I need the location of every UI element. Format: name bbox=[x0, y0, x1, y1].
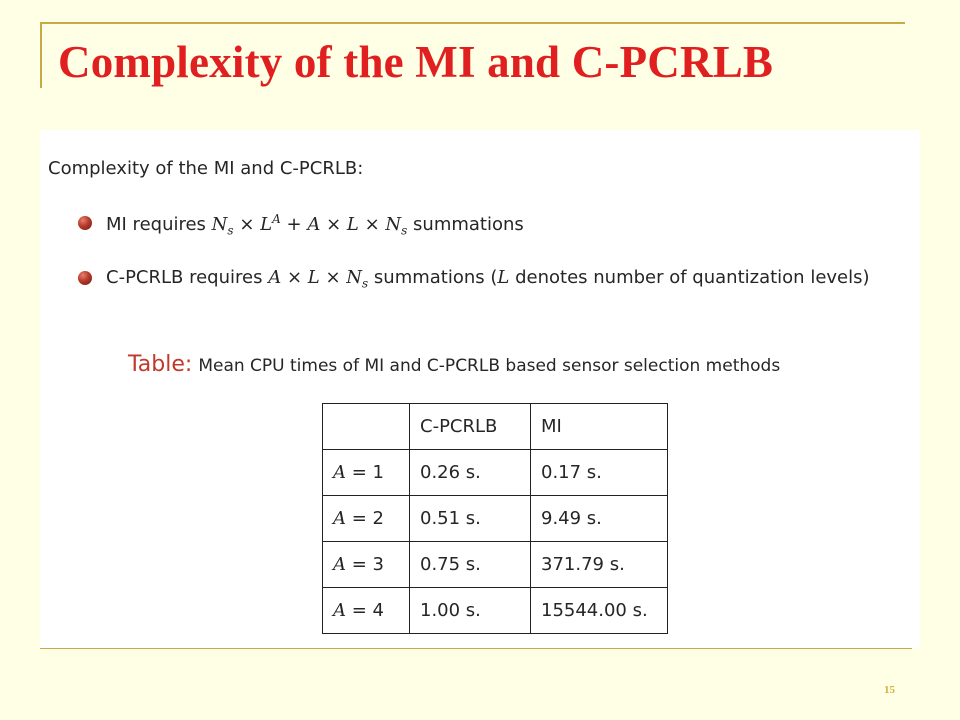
page-number: 15 bbox=[884, 684, 895, 696]
formula-mi: $N_s \times L^A + A \times L \times N_s$ bbox=[211, 212, 408, 238]
table-header-row bbox=[323, 404, 668, 450]
bottom-rule bbox=[40, 648, 912, 649]
cpcrlb-time: 0.51 s. bbox=[410, 496, 531, 542]
row-label: A = 3 bbox=[323, 542, 410, 588]
left-rule bbox=[40, 22, 42, 88]
header-cpcrlb: C-PCRLB bbox=[410, 404, 531, 450]
table-row bbox=[323, 496, 668, 542]
cpu-time-table bbox=[322, 403, 668, 634]
bullet-icon bbox=[78, 271, 92, 285]
top-rule bbox=[40, 22, 905, 24]
table-row bbox=[323, 450, 668, 496]
row-label: A = 4 bbox=[323, 588, 410, 634]
intro-text: Complexity of the MI and C-PCRLB: bbox=[48, 158, 364, 179]
bullet-cpcrlb-text: C-PCRLB requires $A \times L \times N_s$ summations (L denotes number of quantization levels) bbox=[106, 267, 870, 291]
mi-time: 15544.00 s. bbox=[531, 588, 668, 634]
content-panel bbox=[40, 130, 920, 648]
mi-time: 9.49 s. bbox=[531, 496, 668, 542]
caption-label: Table: bbox=[128, 352, 193, 377]
header-mi: MI bbox=[531, 404, 668, 450]
mi-time: 0.17 s. bbox=[531, 450, 668, 496]
bullet-mi-text: MI requires $N_s \times L^A + A \times L \times N_s$ summations bbox=[106, 212, 524, 238]
table-caption bbox=[128, 352, 780, 377]
slide-title: Complexity of the MI and C-PCRLB bbox=[58, 37, 774, 87]
row-label: A = 2 bbox=[323, 496, 410, 542]
table-row bbox=[323, 542, 668, 588]
table-row bbox=[323, 588, 668, 634]
caption-text: Mean CPU times of MI and C-PCRLB based sensor selection methods bbox=[198, 356, 781, 376]
mi-time: 371.79 s. bbox=[531, 542, 668, 588]
cpcrlb-time: 0.75 s. bbox=[410, 542, 531, 588]
cpcrlb-time: 1.00 s. bbox=[410, 588, 531, 634]
row-label: A = 1 bbox=[323, 450, 410, 496]
formula-cpcrlb: $A \times L \times N_s$ bbox=[268, 267, 369, 291]
header-empty bbox=[323, 404, 410, 450]
bullet-icon bbox=[78, 216, 92, 230]
cpcrlb-time: 0.26 s. bbox=[410, 450, 531, 496]
